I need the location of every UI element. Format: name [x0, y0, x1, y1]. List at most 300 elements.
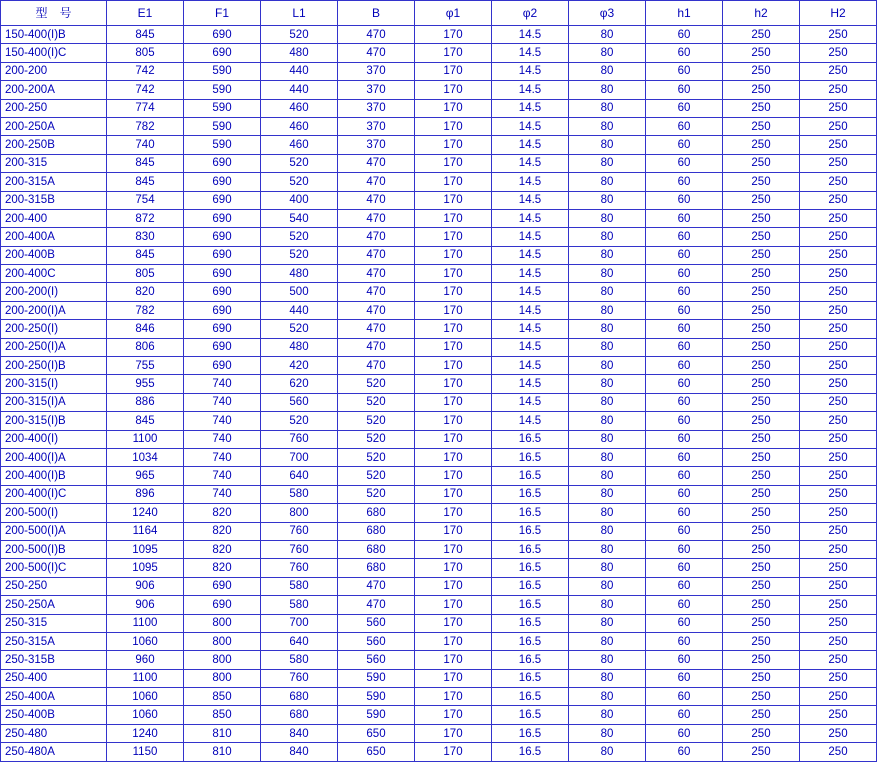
table-row: [1, 559, 877, 577]
table-row: [1, 688, 877, 706]
cell-value: 1095: [107, 540, 184, 558]
cell-value: 754: [107, 191, 184, 209]
cell-value: 742: [107, 81, 184, 99]
cell-value: 14.5: [492, 191, 569, 209]
cell-value: 590: [184, 99, 261, 117]
cell-value: 250: [800, 706, 877, 724]
cell-value: 500: [261, 283, 338, 301]
cell-model: 200-250B: [1, 136, 107, 154]
cell-model: 200-315(I): [1, 375, 107, 393]
cell-value: 740: [184, 375, 261, 393]
cell-value: 170: [415, 338, 492, 356]
cell-value: 782: [107, 301, 184, 319]
cell-value: 690: [184, 283, 261, 301]
cell-value: 80: [569, 614, 646, 632]
cell-value: 840: [261, 743, 338, 761]
table-row: [1, 154, 877, 172]
cell-value: 60: [646, 191, 723, 209]
cell-value: 60: [646, 412, 723, 430]
cell-value: 690: [184, 26, 261, 44]
cell-value: 80: [569, 357, 646, 375]
cell-value: 250: [723, 669, 800, 687]
cell-value: 250: [800, 283, 877, 301]
cell-value: 16.5: [492, 614, 569, 632]
cell-value: 440: [261, 62, 338, 80]
cell-value: 470: [338, 283, 415, 301]
cell-value: 14.5: [492, 99, 569, 117]
cell-value: 690: [184, 228, 261, 246]
table-row: [1, 338, 877, 356]
cell-value: 250: [723, 706, 800, 724]
cell-value: 906: [107, 596, 184, 614]
cell-value: 250: [723, 99, 800, 117]
cell-value: 470: [338, 154, 415, 172]
cell-value: 170: [415, 173, 492, 191]
cell-value: 690: [184, 320, 261, 338]
cell-value: 250: [723, 246, 800, 264]
cell-value: 14.5: [492, 136, 569, 154]
cell-value: 170: [415, 320, 492, 338]
cell-value: 906: [107, 577, 184, 595]
table-row: [1, 485, 877, 503]
cell-value: 60: [646, 81, 723, 99]
cell-value: 742: [107, 62, 184, 80]
cell-value: 480: [261, 265, 338, 283]
cell-value: 845: [107, 246, 184, 264]
cell-model: 200-400(I)B: [1, 467, 107, 485]
cell-value: 80: [569, 246, 646, 264]
cell-value: 60: [646, 540, 723, 558]
table-row: [1, 209, 877, 227]
cell-model: 200-250(I): [1, 320, 107, 338]
table-row: [1, 246, 877, 264]
cell-model: 150-400(I)C: [1, 44, 107, 62]
table-row: [1, 357, 877, 375]
cell-value: 16.5: [492, 448, 569, 466]
cell-value: 590: [338, 669, 415, 687]
cell-value: 250: [723, 688, 800, 706]
cell-value: 470: [338, 265, 415, 283]
cell-value: 14.5: [492, 154, 569, 172]
cell-value: 800: [184, 632, 261, 650]
cell-value: 470: [338, 209, 415, 227]
table-header: [1, 1, 877, 26]
table-row: [1, 632, 877, 650]
table-row: [1, 743, 877, 761]
cell-value: 250: [723, 136, 800, 154]
cell-value: 810: [184, 724, 261, 742]
cell-value: 14.5: [492, 44, 569, 62]
cell-value: 80: [569, 448, 646, 466]
cell-value: 250: [723, 596, 800, 614]
table-row: [1, 265, 877, 283]
cell-value: 14.5: [492, 246, 569, 264]
cell-value: 170: [415, 412, 492, 430]
cell-value: 80: [569, 485, 646, 503]
cell-value: 170: [415, 44, 492, 62]
cell-value: 14.5: [492, 412, 569, 430]
cell-model: 200-200(I): [1, 283, 107, 301]
cell-value: 250: [723, 62, 800, 80]
cell-value: 700: [261, 448, 338, 466]
cell-model: 200-250(I)B: [1, 357, 107, 375]
cell-value: 170: [415, 614, 492, 632]
cell-value: 16.5: [492, 596, 569, 614]
cell-model: 200-315(I)B: [1, 412, 107, 430]
cell-value: 250: [723, 265, 800, 283]
cell-value: 560: [338, 651, 415, 669]
cell-value: 760: [261, 430, 338, 448]
cell-value: 60: [646, 430, 723, 448]
cell-value: 80: [569, 669, 646, 687]
cell-value: 170: [415, 393, 492, 411]
cell-value: 740: [184, 448, 261, 466]
cell-value: 60: [646, 651, 723, 669]
table-row: [1, 228, 877, 246]
cell-value: 520: [338, 485, 415, 503]
cell-value: 470: [338, 44, 415, 62]
cell-value: 760: [261, 559, 338, 577]
cell-model: 250-250A: [1, 596, 107, 614]
cell-value: 80: [569, 228, 646, 246]
cell-model: 200-315B: [1, 191, 107, 209]
cell-model: 200-250A: [1, 117, 107, 135]
cell-model: 200-200(I)A: [1, 301, 107, 319]
cell-value: 800: [184, 614, 261, 632]
cell-value: 60: [646, 246, 723, 264]
cell-value: 470: [338, 173, 415, 191]
cell-value: 760: [261, 669, 338, 687]
cell-model: 200-200: [1, 62, 107, 80]
cell-value: 60: [646, 448, 723, 466]
cell-value: 250: [800, 743, 877, 761]
cell-value: 14.5: [492, 320, 569, 338]
cell-value: 370: [338, 62, 415, 80]
table-header-row: [1, 1, 877, 26]
cell-value: 680: [261, 706, 338, 724]
cell-value: 14.5: [492, 393, 569, 411]
cell-value: 690: [184, 209, 261, 227]
cell-value: 520: [261, 154, 338, 172]
cell-value: 60: [646, 724, 723, 742]
cell-value: 810: [184, 743, 261, 761]
table-row: [1, 522, 877, 540]
cell-model: 200-200A: [1, 81, 107, 99]
cell-value: 250: [723, 651, 800, 669]
cell-model: 200-500(I)B: [1, 540, 107, 558]
cell-value: 470: [338, 577, 415, 595]
cell-value: 80: [569, 81, 646, 99]
cell-value: 805: [107, 265, 184, 283]
cell-value: 1240: [107, 724, 184, 742]
cell-value: 60: [646, 154, 723, 172]
cell-value: 690: [184, 577, 261, 595]
cell-value: 820: [107, 283, 184, 301]
cell-value: 1100: [107, 669, 184, 687]
cell-value: 80: [569, 393, 646, 411]
table-row: [1, 596, 877, 614]
cell-value: 250: [800, 724, 877, 742]
cell-value: 1060: [107, 706, 184, 724]
cell-value: 250: [800, 99, 877, 117]
cell-value: 1095: [107, 559, 184, 577]
cell-value: 170: [415, 246, 492, 264]
cell-value: 250: [800, 154, 877, 172]
cell-value: 250: [723, 301, 800, 319]
table-row: [1, 136, 877, 154]
cell-value: 80: [569, 577, 646, 595]
cell-value: 680: [338, 522, 415, 540]
cell-value: 590: [184, 81, 261, 99]
cell-value: 845: [107, 412, 184, 430]
cell-value: 170: [415, 283, 492, 301]
table-row: [1, 577, 877, 595]
table-row: [1, 173, 877, 191]
cell-value: 170: [415, 136, 492, 154]
table-row: [1, 651, 877, 669]
cell-value: 16.5: [492, 540, 569, 558]
cell-model: 250-315A: [1, 632, 107, 650]
cell-value: 690: [184, 154, 261, 172]
cell-value: 520: [261, 320, 338, 338]
cell-value: 80: [569, 26, 646, 44]
cell-value: 16.5: [492, 485, 569, 503]
cell-value: 60: [646, 209, 723, 227]
cell-value: 60: [646, 357, 723, 375]
cell-model: 250-315B: [1, 651, 107, 669]
cell-value: 690: [184, 246, 261, 264]
cell-value: 14.5: [492, 62, 569, 80]
cell-value: 250: [723, 26, 800, 44]
cell-model: 250-315: [1, 614, 107, 632]
cell-value: 840: [261, 724, 338, 742]
cell-value: 16.5: [492, 651, 569, 669]
cell-value: 820: [184, 559, 261, 577]
cell-value: 460: [261, 136, 338, 154]
cell-value: 470: [338, 357, 415, 375]
cell-value: 170: [415, 26, 492, 44]
cell-value: 690: [184, 265, 261, 283]
table-row: [1, 467, 877, 485]
column-header-B: B: [338, 1, 415, 26]
cell-model: 200-315: [1, 154, 107, 172]
cell-value: 80: [569, 651, 646, 669]
cell-value: 250: [800, 26, 877, 44]
cell-value: 460: [261, 117, 338, 135]
cell-value: 80: [569, 99, 646, 117]
table-row: [1, 44, 877, 62]
cell-value: 250: [800, 485, 877, 503]
cell-value: 560: [261, 393, 338, 411]
cell-value: 250: [723, 393, 800, 411]
cell-value: 560: [338, 614, 415, 632]
cell-value: 250: [800, 577, 877, 595]
cell-value: 170: [415, 540, 492, 558]
cell-value: 250: [723, 191, 800, 209]
cell-value: 800: [184, 669, 261, 687]
cell-value: 60: [646, 522, 723, 540]
cell-value: 800: [184, 651, 261, 669]
cell-value: 250: [723, 467, 800, 485]
cell-value: 740: [184, 467, 261, 485]
cell-value: 250: [800, 320, 877, 338]
cell-model: 250-400: [1, 669, 107, 687]
cell-value: 250: [723, 577, 800, 595]
cell-value: 16.5: [492, 430, 569, 448]
cell-value: 872: [107, 209, 184, 227]
cell-value: 740: [184, 393, 261, 411]
cell-value: 80: [569, 706, 646, 724]
cell-value: 60: [646, 467, 723, 485]
cell-model: 250-480A: [1, 743, 107, 761]
cell-value: 250: [723, 743, 800, 761]
cell-value: 60: [646, 173, 723, 191]
table-row: [1, 614, 877, 632]
cell-value: 590: [184, 117, 261, 135]
cell-value: 14.5: [492, 209, 569, 227]
cell-value: 420: [261, 357, 338, 375]
cell-value: 170: [415, 228, 492, 246]
cell-value: 80: [569, 467, 646, 485]
cell-value: 80: [569, 430, 646, 448]
cell-value: 16.5: [492, 577, 569, 595]
cell-value: 250: [723, 320, 800, 338]
cell-value: 80: [569, 62, 646, 80]
cell-value: 480: [261, 44, 338, 62]
cell-value: 250: [800, 228, 877, 246]
cell-value: 250: [723, 283, 800, 301]
cell-value: 60: [646, 632, 723, 650]
cell-value: 440: [261, 81, 338, 99]
cell-value: 680: [338, 559, 415, 577]
cell-value: 60: [646, 136, 723, 154]
column-header-h2: h2: [723, 1, 800, 26]
cell-value: 250: [723, 44, 800, 62]
cell-value: 250: [723, 338, 800, 356]
cell-model: 250-250: [1, 577, 107, 595]
cell-value: 400: [261, 191, 338, 209]
cell-value: 80: [569, 743, 646, 761]
cell-value: 170: [415, 724, 492, 742]
cell-value: 820: [184, 540, 261, 558]
table-row: [1, 117, 877, 135]
cell-value: 250: [723, 209, 800, 227]
cell-value: 650: [338, 724, 415, 742]
cell-value: 250: [800, 412, 877, 430]
cell-value: 14.5: [492, 117, 569, 135]
cell-value: 14.5: [492, 283, 569, 301]
cell-value: 250: [800, 522, 877, 540]
cell-value: 820: [184, 522, 261, 540]
cell-value: 80: [569, 154, 646, 172]
column-header-h1: h1: [646, 1, 723, 26]
cell-value: 580: [261, 485, 338, 503]
cell-value: 250: [800, 393, 877, 411]
cell-value: 680: [338, 504, 415, 522]
cell-value: 520: [338, 467, 415, 485]
cell-value: 520: [261, 228, 338, 246]
cell-model: 200-500(I)C: [1, 559, 107, 577]
cell-value: 850: [184, 688, 261, 706]
cell-value: 250: [800, 632, 877, 650]
cell-value: 250: [723, 430, 800, 448]
cell-value: 965: [107, 467, 184, 485]
cell-value: 60: [646, 743, 723, 761]
cell-value: 845: [107, 173, 184, 191]
cell-value: 60: [646, 393, 723, 411]
cell-value: 740: [184, 412, 261, 430]
cell-value: 170: [415, 375, 492, 393]
cell-value: 60: [646, 44, 723, 62]
cell-value: 170: [415, 301, 492, 319]
cell-value: 170: [415, 265, 492, 283]
cell-value: 774: [107, 99, 184, 117]
cell-value: 170: [415, 596, 492, 614]
cell-value: 650: [338, 743, 415, 761]
cell-value: 760: [261, 540, 338, 558]
table-body: [1, 26, 877, 762]
cell-model: 200-400(I)A: [1, 448, 107, 466]
cell-value: 170: [415, 559, 492, 577]
cell-value: 520: [338, 375, 415, 393]
cell-value: 1164: [107, 522, 184, 540]
cell-value: 80: [569, 320, 646, 338]
cell-value: 80: [569, 209, 646, 227]
cell-value: 520: [261, 173, 338, 191]
cell-value: 470: [338, 596, 415, 614]
cell-value: 170: [415, 209, 492, 227]
column-header-H2: H2: [800, 1, 877, 26]
cell-value: 60: [646, 669, 723, 687]
cell-value: 250: [800, 265, 877, 283]
table-row: [1, 191, 877, 209]
cell-value: 690: [184, 173, 261, 191]
cell-value: 60: [646, 559, 723, 577]
cell-model: 250-400A: [1, 688, 107, 706]
cell-value: 470: [338, 338, 415, 356]
cell-value: 470: [338, 191, 415, 209]
cell-value: 520: [338, 430, 415, 448]
cell-value: 16.5: [492, 632, 569, 650]
cell-value: 250: [800, 301, 877, 319]
cell-value: 782: [107, 117, 184, 135]
cell-value: 845: [107, 154, 184, 172]
cell-value: 370: [338, 136, 415, 154]
table-row: [1, 283, 877, 301]
cell-value: 60: [646, 614, 723, 632]
cell-value: 250: [800, 467, 877, 485]
cell-value: 16.5: [492, 669, 569, 687]
cell-value: 250: [800, 173, 877, 191]
cell-value: 520: [338, 393, 415, 411]
cell-value: 60: [646, 577, 723, 595]
cell-value: 250: [800, 81, 877, 99]
cell-value: 16.5: [492, 706, 569, 724]
cell-value: 14.5: [492, 173, 569, 191]
cell-value: 580: [261, 651, 338, 669]
table-row: [1, 724, 877, 742]
table-row: [1, 504, 877, 522]
cell-value: 60: [646, 265, 723, 283]
cell-model: 200-250: [1, 99, 107, 117]
cell-value: 170: [415, 485, 492, 503]
cell-value: 250: [800, 136, 877, 154]
cell-value: 896: [107, 485, 184, 503]
cell-value: 80: [569, 301, 646, 319]
cell-model: 150-400(I)B: [1, 26, 107, 44]
cell-value: 170: [415, 706, 492, 724]
cell-value: 640: [261, 467, 338, 485]
